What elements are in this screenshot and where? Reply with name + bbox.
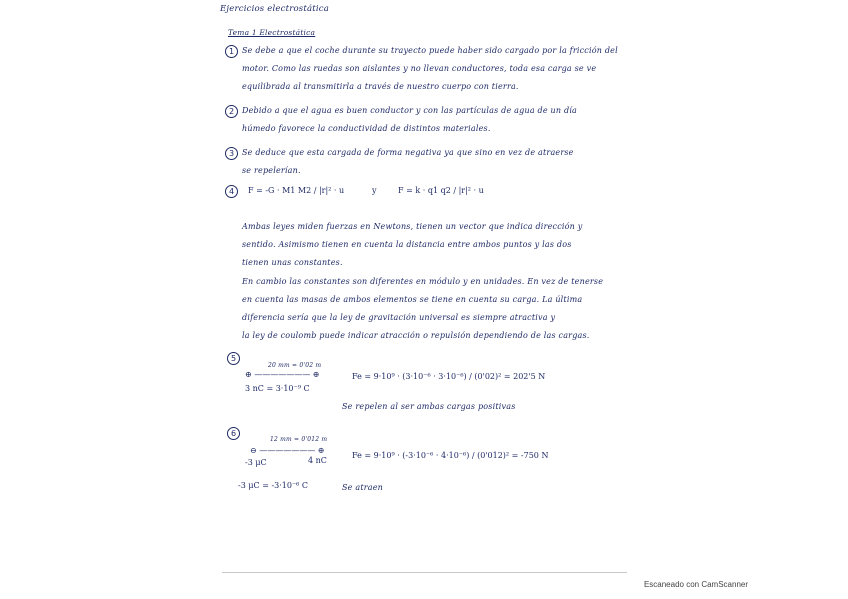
answer-1-line-2: motor. Como las ruedas son aislantes y no llevan conductores, toda esa carga se ve xyxy=(242,64,597,73)
answer-number-1: 1 xyxy=(225,45,238,58)
formula-separator: y xyxy=(372,186,377,195)
note-5: Se repelen al ser ambas cargas positivas xyxy=(342,402,516,411)
answer-3-line-1: Se deduce que esta cargada de forma negativa ya que sino en vez de atraerse xyxy=(242,148,574,157)
scanner-watermark: Escaneado con CamScanner xyxy=(643,580,748,589)
answer-4-line-5: en cuenta las masas de ambos elementos se tiene en cuenta su carga. La última xyxy=(242,295,583,304)
answer-3-line-2: se repelerían. xyxy=(242,166,301,175)
coulomb-formula: F = k · q1 q2 / |r|² · u xyxy=(398,186,484,195)
page-bottom-edge xyxy=(222,572,627,573)
answer-4-line-2: sentido. Asimismo tienen en cuenta la distancia entre ambos puntos y las dos xyxy=(242,240,572,249)
charges-diagram-6: ⊖ ——————— ⊕ xyxy=(250,446,325,455)
force-formula-5: Fe = 9·10⁹ · (3·10⁻⁶ · 3·10⁻⁶) / (0'02)² = 202'5 N xyxy=(352,372,546,381)
gravitation-formula: F = -G · M1 M2 / |r|² · u xyxy=(248,186,345,195)
answer-4-line-7: la ley de coulomb puede indicar atracción o repulsión dependiendo de las cargas. xyxy=(242,331,590,340)
answer-number-3: 3 xyxy=(225,147,238,160)
document-header: Ejercicios electrostática xyxy=(220,4,330,14)
charge-left-6: -3 μC xyxy=(245,458,267,467)
unit-title: Tema 1 Electrostática xyxy=(228,28,316,37)
answer-1-line-1: Se debe a que el coche durante su trayecto puede haber sido cargado por la fricción del xyxy=(242,46,618,55)
charges-diagram-5: ⊕ ——————— ⊕ xyxy=(245,370,320,379)
distance-label-6: 12 mm = 0'012 m xyxy=(270,436,328,443)
answer-2-line-1: Debido a que el agua es buen conductor y con las partículas de agua de un día xyxy=(242,106,578,115)
answer-2-line-2: húmedo favorece la conductividad de distintos materiales. xyxy=(242,124,491,133)
answer-number-6: 6 xyxy=(227,427,240,440)
answer-number-4: 4 xyxy=(225,185,238,198)
answer-number-2: 2 xyxy=(225,105,238,118)
charge-right-6: 4 nC xyxy=(308,456,327,465)
distance-label-5: 20 mm = 0'02 m xyxy=(268,362,322,369)
charge-value-6: -3 μC = -3·10⁻⁶ C xyxy=(238,481,309,490)
answer-1-line-3: equilibrada al transmitirla a través de nuestro cuerpo con tierra. xyxy=(242,82,519,91)
answer-4-line-6: diferencia sería que la ley de gravitación universal es siempre atractiva y xyxy=(242,313,556,322)
answer-4-line-4: En cambio las constantes son diferentes en módulo y en unidades. En vez de tenerse xyxy=(242,277,604,286)
note-6: Se atraen xyxy=(342,483,384,492)
answer-number-5: 5 xyxy=(227,352,240,365)
charge-value-5: 3 nC = 3·10⁻⁹ C xyxy=(245,384,310,393)
answer-4-line-1: Ambas leyes miden fuerzas en Newtons, tienen un vector que indica dirección y xyxy=(242,222,583,231)
force-formula-6: Fe = 9·10⁹ · (-3·10⁻⁶ · 4·10⁻⁶) / (0'012)² = -750 N xyxy=(352,451,549,460)
answer-4-line-3: tienen unas constantes. xyxy=(242,258,343,267)
